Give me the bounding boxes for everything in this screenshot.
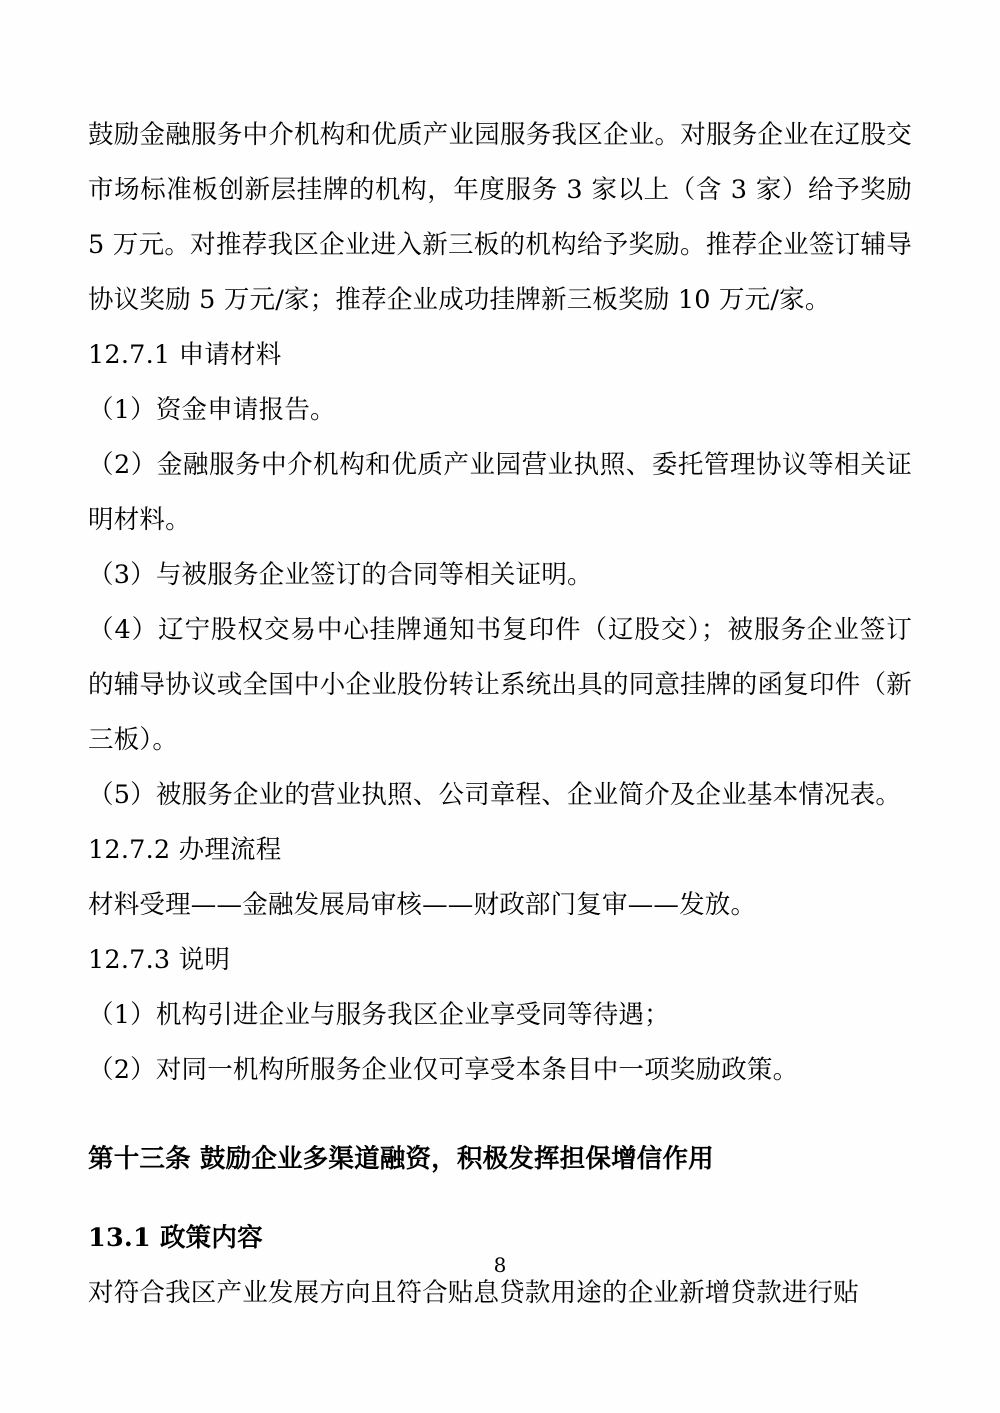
- heading-12-7-3: 12.7.3 说明: [88, 945, 231, 975]
- list-item-4: （4）辽宁股权交易中心挂牌通知书复印件（辽股交）；被服务企业签订的辅导协议或全国中小企业股份转让系统出具的同意挂牌的函复印件（新三板）。: [88, 615, 912, 755]
- list-item-5: （5）被服务企业的营业执照、公司章程、企业简介及企业基本情况表。: [88, 780, 902, 810]
- note-item-1: （1）机构引进企业与服务我区企业享受同等待遇；: [88, 1000, 670, 1030]
- list-item-2: （2）金融服务中介机构和优质产业园营业执照、委托管理协议等相关证明材料。: [88, 450, 912, 535]
- list-item-1: （1）资金申请报告。: [88, 395, 336, 425]
- paragraph-intro: 鼓励金融服务中介机构和优质产业园服务我区企业。对服务企业在辽股交市场标准板创新层挂牌的机构，年度服务 3 家以上（含 3 家）给予奖励 5 万元。对推荐我区企业进入新三板的机构给予奖励。推荐企业签订辅导协议奖励 5 万元/家；推荐企业成功挂牌新三板奖励 10 万元/家。: [88, 120, 912, 315]
- subsection-heading-13-1: 13.1 政策内容: [88, 1223, 263, 1253]
- note-item-2: （2）对同一机构所服务企业仅可享受本条目中一项奖励政策。: [88, 1055, 799, 1085]
- list-item-3: （3）与被服务企业签订的合同等相关证明。: [88, 560, 593, 590]
- heading-12-7-2: 12.7.2 办理流程: [88, 835, 282, 865]
- paragraph-process: 材料受理——金融发展局审核——财政部门复审——发放。: [88, 890, 757, 920]
- document-body: [88, 108, 912, 1321]
- heading-12-7-1: 12.7.1 申请材料: [88, 340, 282, 370]
- paragraph-policy-content: 对符合我区产业发展方向且符合贴息贷款用途的企业新增贷款进行贴: [88, 1278, 860, 1308]
- section-heading-article-13: 第十三条 鼓励企业多渠道融资，积极发挥担保增信作用: [88, 1144, 714, 1174]
- page-number: 8: [493, 1253, 507, 1277]
